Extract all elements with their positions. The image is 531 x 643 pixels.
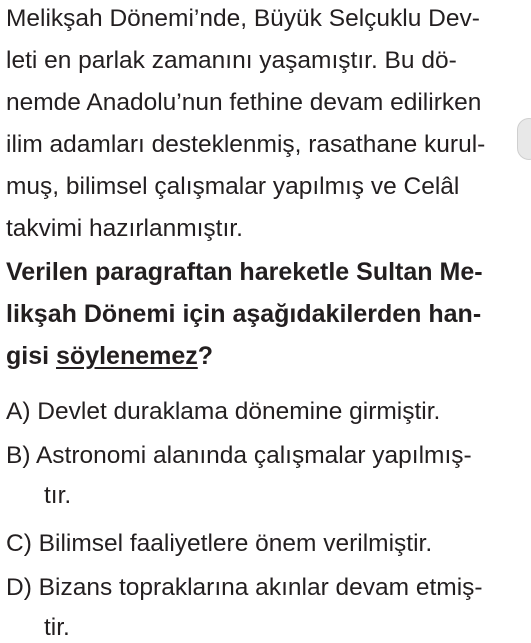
- option-a[interactable]: A) Devlet duraklama dönemine girmiştir.: [6, 398, 441, 425]
- question-negative-keyword: söylenemez: [56, 342, 198, 370]
- option-c[interactable]: C) Bilimsel faaliyetlere önem verilmiştir.: [6, 530, 433, 557]
- option-b-continued[interactable]: tır.: [44, 482, 72, 509]
- option-b[interactable]: B) Astronomi alanında çalışmalar yapılmış-: [6, 442, 472, 469]
- passage-line-6: takvimi hazırlanmıştır.: [6, 215, 243, 242]
- question-mark: ?: [197, 342, 214, 370]
- passage-line-3: nemde Anadolu’nun fethine devam edilirken: [6, 89, 482, 116]
- passage-line-1: Melikşah Dönemi’nde, Büyük Selçuklu Dev-: [6, 5, 480, 32]
- option-d-continued[interactable]: tir.: [44, 614, 70, 641]
- passage-line-4: ilim adamları desteklenmiş, rasathane kurul-: [6, 131, 486, 158]
- question-prefix: gisi: [6, 342, 57, 370]
- page-edge-tab: [517, 118, 531, 160]
- question-line-1: Verilen paragraftan hareketle Sultan Me-: [6, 258, 483, 286]
- question-line-3: [6, 341, 213, 371]
- option-d[interactable]: D) Bizans topraklarına akınlar devam etmiş-: [6, 574, 483, 601]
- question-line-2: likşah Dönemi için aşağıdakilerden han-: [6, 300, 482, 328]
- passage-line-2: leti en parlak zamanını yaşamıştır. Bu dö-: [6, 47, 457, 74]
- passage-line-5: muş, bilimsel çalışmalar yapılmış ve Celâl: [6, 173, 460, 200]
